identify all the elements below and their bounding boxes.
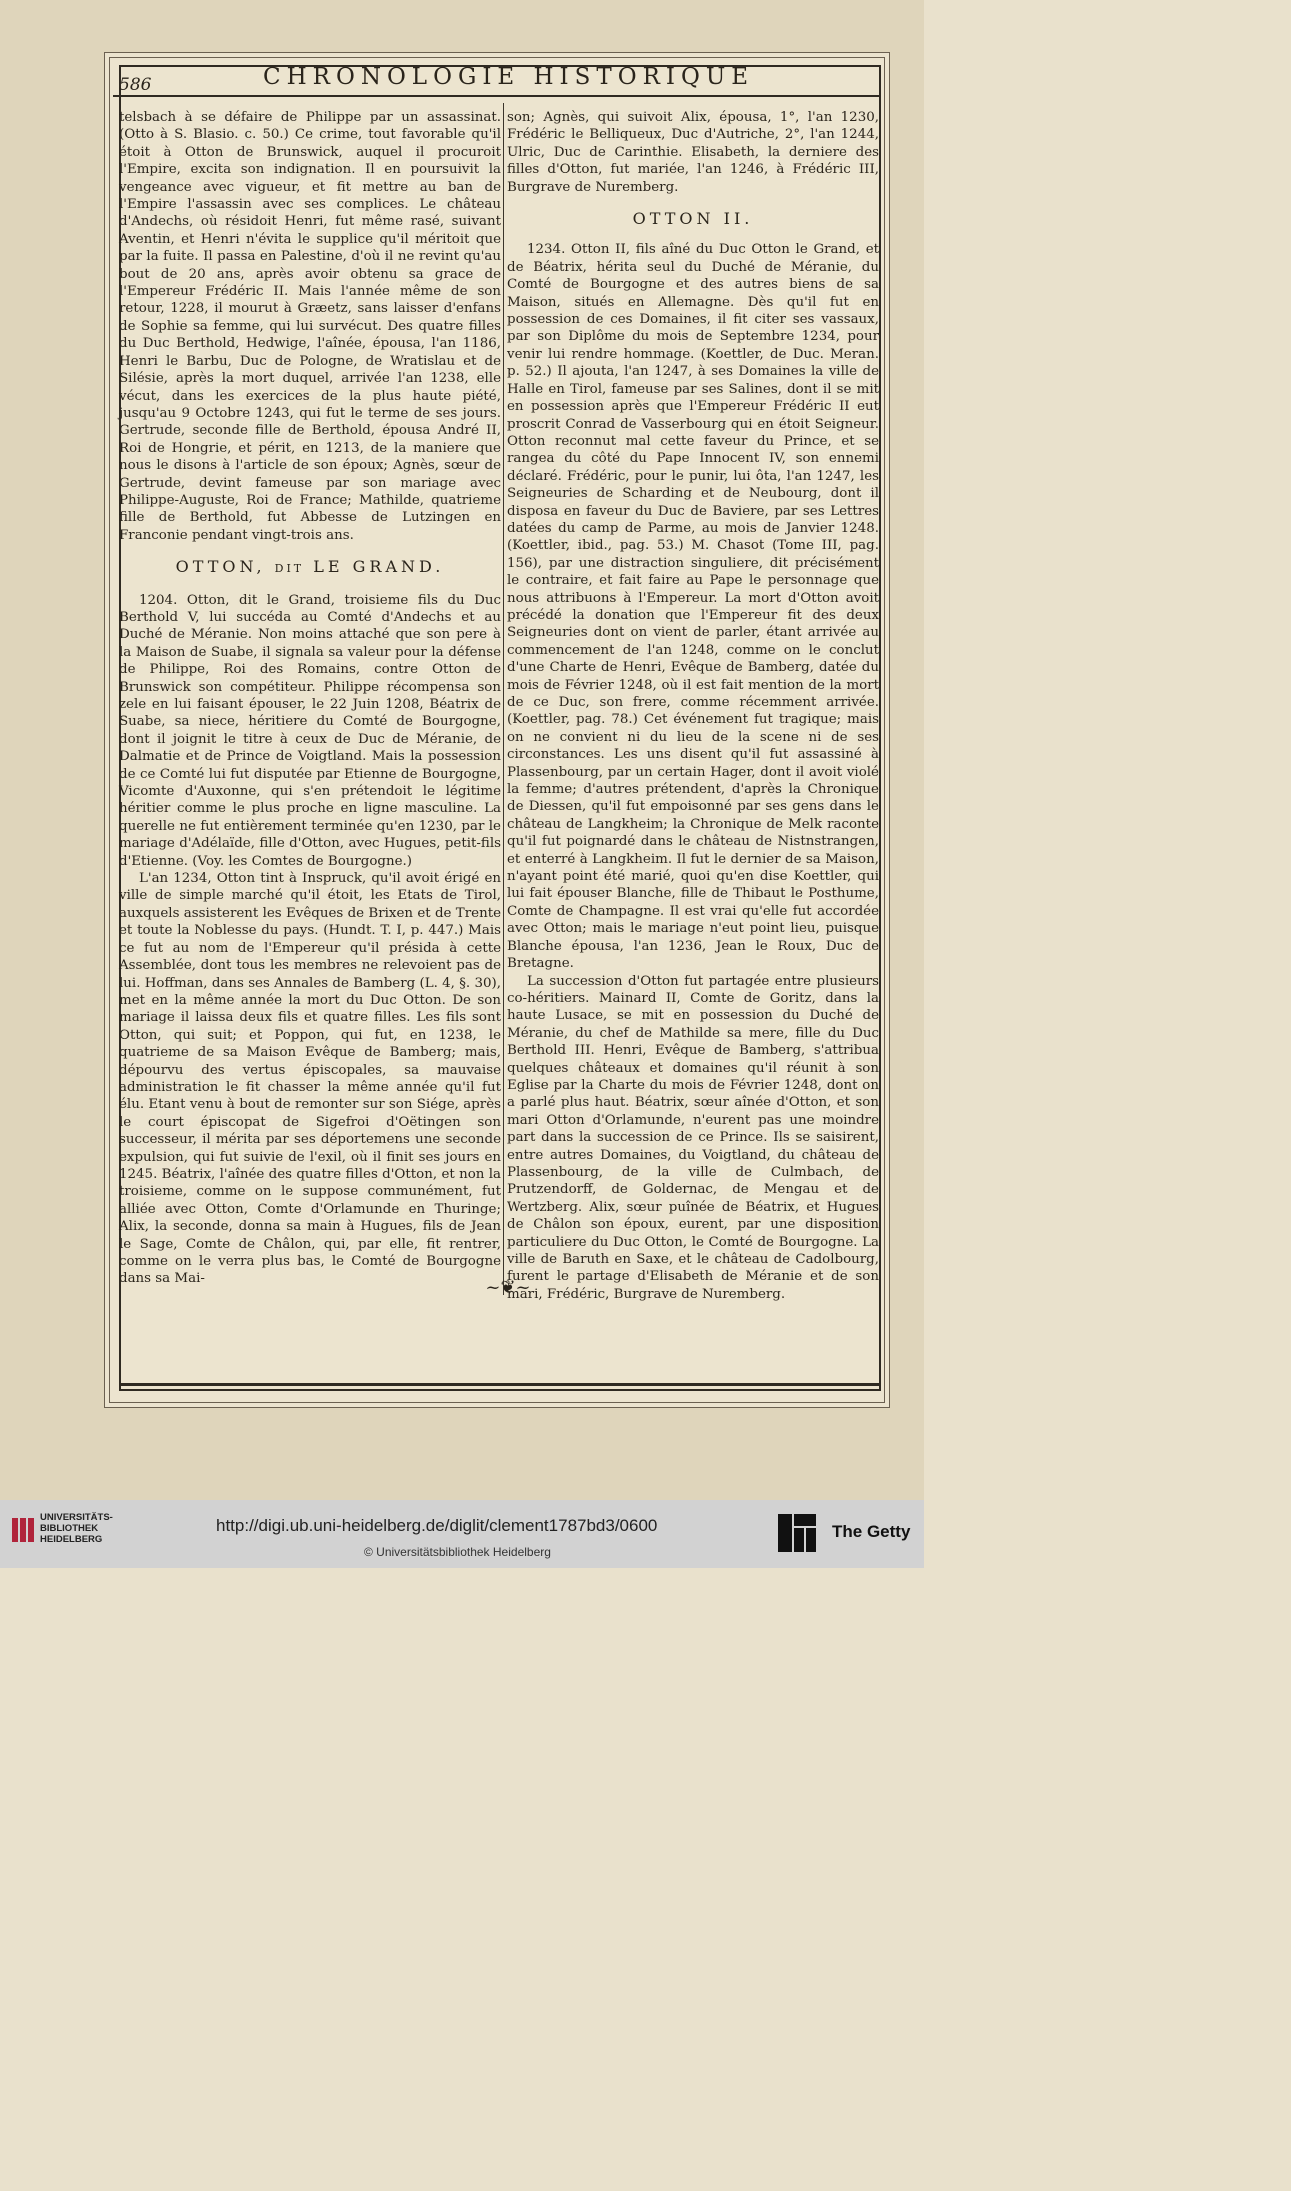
viewer-footer: [0, 1500, 924, 1568]
university-library-logo-icon: [10, 1514, 36, 1546]
document-viewer: [0, 0, 924, 1500]
heading-part: OTTON,: [175, 557, 266, 577]
book-page: [104, 52, 890, 1408]
heading-part: LE GRAND.: [313, 557, 445, 577]
library-name-line: BIBLIOTHEK: [40, 1523, 99, 1534]
paragraph: 1204. Otton, dit le Grand, troisieme fils du Duc Berthold V, lui succéda au Comté d'Andechs et au Duché de Méranie. Non moins attaché que son pere à la Maison de Suabe, il signala sa valeur pour la défense de Philippe, Roi des Romains, contre Otton de Brunswick son compétiteur. Philippe récompensa son zele en lui faisant épouser, le 22 Juin 1208, Béatrix de Suabe, sa niece, héritiere du Comté de Bourgogne, dont il joignit le titre à ceux de Duc de Méranie, de Dalmatie et de Prince de Voigtland. Mais la possession de ce Comté lui fut disputée par Etienne de Bourgogne, Vicomte d'Auxonne, qui s'en prétendoit le légitime héritier comme le plus proche en ligne masculine. La querelle ne fut entièrement terminée qu'en 1230, par le mariage d'Adélaïde, fille d'Otton, avec Hugues, petit-fils d'Etienne. (Voy. les Comtes de Bourgogne.): [119, 592, 501, 869]
fleuron-ornament: ~❦~: [485, 1277, 531, 1298]
section-heading-otton-ii: OTTON II.: [632, 209, 754, 229]
bottom-rule: [119, 1383, 881, 1386]
library-name-line: UNIVERSITÄTS-: [40, 1512, 113, 1523]
heading-part: DIT: [274, 562, 305, 576]
page-header: [113, 61, 879, 97]
paragraph: telsbach à se défaire de Philippe par un assassinat. (Otto à S. Blasio. c. 50.) Ce crime, tout favorable qu'il étoit à Otton de Brunswick, auquel il procuroit l'Empire, excita son indignation. Il en poursuivit la vengeance avec vigueur, et fit mettre au ban de l'Empire l'assassin avec ses complices. Le château d'Andechs, où résidoit Henri, fut même rasé, suivant Aventin, et Henri n'évita le supplice qu'il méritoit que par la fuite. Il passa en Palestine, d'où il ne revint qu'au bout de 20 ans, après avoir obtenu sa grace de l'Empereur Frédéric II. Mais l'année même de son retour, 1228, il mourut à Græetz, sans laisser d'enfans de Sophie sa femme, qui lui survécut. Des quatre filles du Duc Berthold, Hedwige, l'aînée, épousa, l'an 1186, Henri le Barbu, Duc de Pologne, de Wratislau et de Silésie, après la mort duquel, arrivée l'an 1238, elle vécut, dans les exercices de la plus haute piété, jusqu'au 9 Octobre 1243, qui fut le terme de ses jours. Gertrude, seconde fille de Berthold, épousa André II, Roi de Hongrie, et périt, en 1213, de la maniere que nous le disons à l'article de son époux; Agnès, sœur de Gertrude, devint fameuse par son mariage avec Philippe-Auguste, Roi de France; Mathilde, quatrieme fille de Berthold, fut Abbesse de Lutzingen en Franconie pendant vingt-trois ans.: [119, 110, 501, 543]
left-column: [119, 109, 501, 1288]
right-column: [507, 109, 879, 1303]
column-divider: [503, 103, 504, 1295]
running-title: CHRONOLOGIE HISTORIQUE: [263, 64, 755, 90]
partner-name: The Getty: [832, 1522, 911, 1541]
section-heading-otton-le-grand: [119, 558, 501, 577]
library-name-line: HEIDELBERG: [40, 1534, 103, 1545]
permalink-url[interactable]: http://digi.ub.uni-heidelberg.de/diglit/clement1787bd3/0600: [216, 1516, 658, 1535]
library-name: [40, 1512, 113, 1545]
paragraph: 1234. Otton II, fils aîné du Duc Otton le Grand, et de Béatrix, hérita seul du Duché de Méranie, du Comté de Bourgogne et des autres biens de sa Maison, situés en Allemagne. Dès qu'il fut en possession de ces Domaines, il fit citer ses vassaux, par son Diplôme du mois de Septembre 1234, pour venir lui rendre hommage. (Koettler, de Duc. Meran. p. 52.) Il ajouta, l'an 1247, à ses Domaines la ville de Halle en Tirol, fameuse par ses Salines, dont il se mit en possession après que l'Empereur Frédéric II eut proscrit Conrad de Vasserbourg qui en étoit Seigneur. Otton reconnut mal cette faveur du Prince, et se rangea du côté du Pape Innocent IV, son ennemi déclaré. Frédéric, pour le punir, lui ôta, l'an 1247, les Seigneuries de Scharding et de Neubourg, dont il disposa en faveur du Duc de Baviere, par ses Lettres datées du camp de Parme, au mois de Janvier 1248. (Koettler, ibid., pag. 53.) M. Chasot (Tome III, pag. 156), par une distraction singuliere, dit précisément le contraire, et fait faire au Pape le personnage que nous attribuons à l'Empereur. La mort d'Otton avoit précédé la donation que l'Empereur fit des deux Seigneuries dont on vient de parler, étant arrivée au commencement de l'an 1248, comme on le conclut d'une Charte de Henri, Evêque de Bamberg, datée du mois de Février 1248, où il est fait mention de la mort de ce Duc, son frere, comme récemment arrivée. (Koettler, pag. 78.) Cet événement fut tragique; mais on ne convient ni du lieu de la scene ni de ses circonstances. Les uns disent qu'il fut assassiné à Plassenbourg, par un certain Hager, dont il avoit violé la femme; d'autres prétendent, d'après la Chronique de Diessen, qu'il fut empoisonné par ses gens dans le château de Langkheim; la Chronique de Melk raconte qu'il fut poignardé dans le château de Nistnstrangen, et enterré à Langkheim. Il fut le dernier de sa Maison, n'ayant point été marié, quoi qu'en dise Koettler, qui lui fait épouser Blanche, fille de Thibaut le Posthume, Comte de Champagne. Il est vrai qu'elle fut accordée avec Otton; mais le mariage n'eut point lieu, puisque Blanche épousa, l'an 1236, Jean le Roux, Duc de Bretagne.: [507, 242, 879, 972]
getty-logo-icon: [776, 1512, 818, 1554]
copyright-notice: © Universitätsbibliothek Heidelberg: [364, 1545, 551, 1559]
paragraph: La succession d'Otton fut partagée entre plusieurs co-héritiers. Mainard II, Comte de Goritz, dans la haute Lusace, se mit en possession du Duché de Méranie, du chef de Mathilde sa mere, fille du Duc Berthold III. Henri, Evêque de Bamberg, s'attribua quelques châteaux et domaines qu'il réunit à son Eglise par la Charte du mois de Février 1248, dont on a parlé plus haut. Béatrix, sœur aînée d'Otton, et son mari Otton d'Orlamunde, n'eurent pas une moindre part dans la succession de ce Prince. Ils se saisirent, entre autres Domaines, du Voigtland, du château de Plassenbourg, de la ville de Culmbach, de Prutzendorff, de Goldernac, de Mengau et de Wertzberg. Alix, sœur puînée de Béatrix, et Hugues de Châlon son époux, eurent, par une disposition particuliere du Duc Otton, le Comté de Bourgogne. La ville de Baruth en Saxe, et le château de Cadolbourg, furent le partage d'Elisabeth de Méranie et de son mari, Frédéric, Burgrave de Nuremberg.: [507, 973, 879, 1302]
page-number: 586: [119, 75, 152, 95]
paragraph: L'an 1234, Otton tint à Inspruck, qu'il avoit érigé en ville de simple marché qu'il étoit, les Etats de Tirol, auxquels assisterent les Evêques de Brixen et de Trente et toute la Noblesse du pays. (Hundt. T. I, p. 447.) Mais ce fut au nom de l'Empereur qu'il présida à cette Assemblée, dont tous les membres ne relevoient pas de lui. Hoffman, dans ses Annales de Bamberg (L. 4, §. 30), met en la même année la mort du Duc Otton. De son mariage il laissa deux fils et quatre filles. Les fils sont Otton, qui suit; et Poppon, qui fut, en 1238, le quatrieme de sa Maison Evêque de Bamberg; mais, dépourvu des vertus épiscopales, sa mauvaise administration le fit chasser la même année qu'il fut élu. Etant venu à bout de remonter sur son Siége, après le court épiscopat de Sigefroi d'Oëtingen son successeur, il mérita par ses déportemens une seconde expulsion, qui fut suivie de l'exil, où il finit ses jours en 1245. Béatrix, l'aînée des quatre filles d'Otton, et non la troisieme, comme on le suppose communément, fut alliée avec Otton, Comte d'Orlamunde en Thuringe; Alix, la seconde, donna sa main à Hugues, fils de Jean le Sage, Comte de Châlon, qui, par elle, fit rentrer, comme on le verra plus bas, le Comté de Bourgogne dans sa Mai-: [119, 871, 501, 1287]
paragraph: son; Agnès, qui suivoit Alix, épousa, 1°, l'an 1230, Frédéric le Belliqueux, Duc d'Autriche, 2°, l'an 1244, Ulric, Duc de Carinthie. Elisabeth, la derniere des filles d'Otton, fut mariée, l'an 1246, à Frédéric III, Burgrave de Nuremberg.: [507, 110, 879, 195]
